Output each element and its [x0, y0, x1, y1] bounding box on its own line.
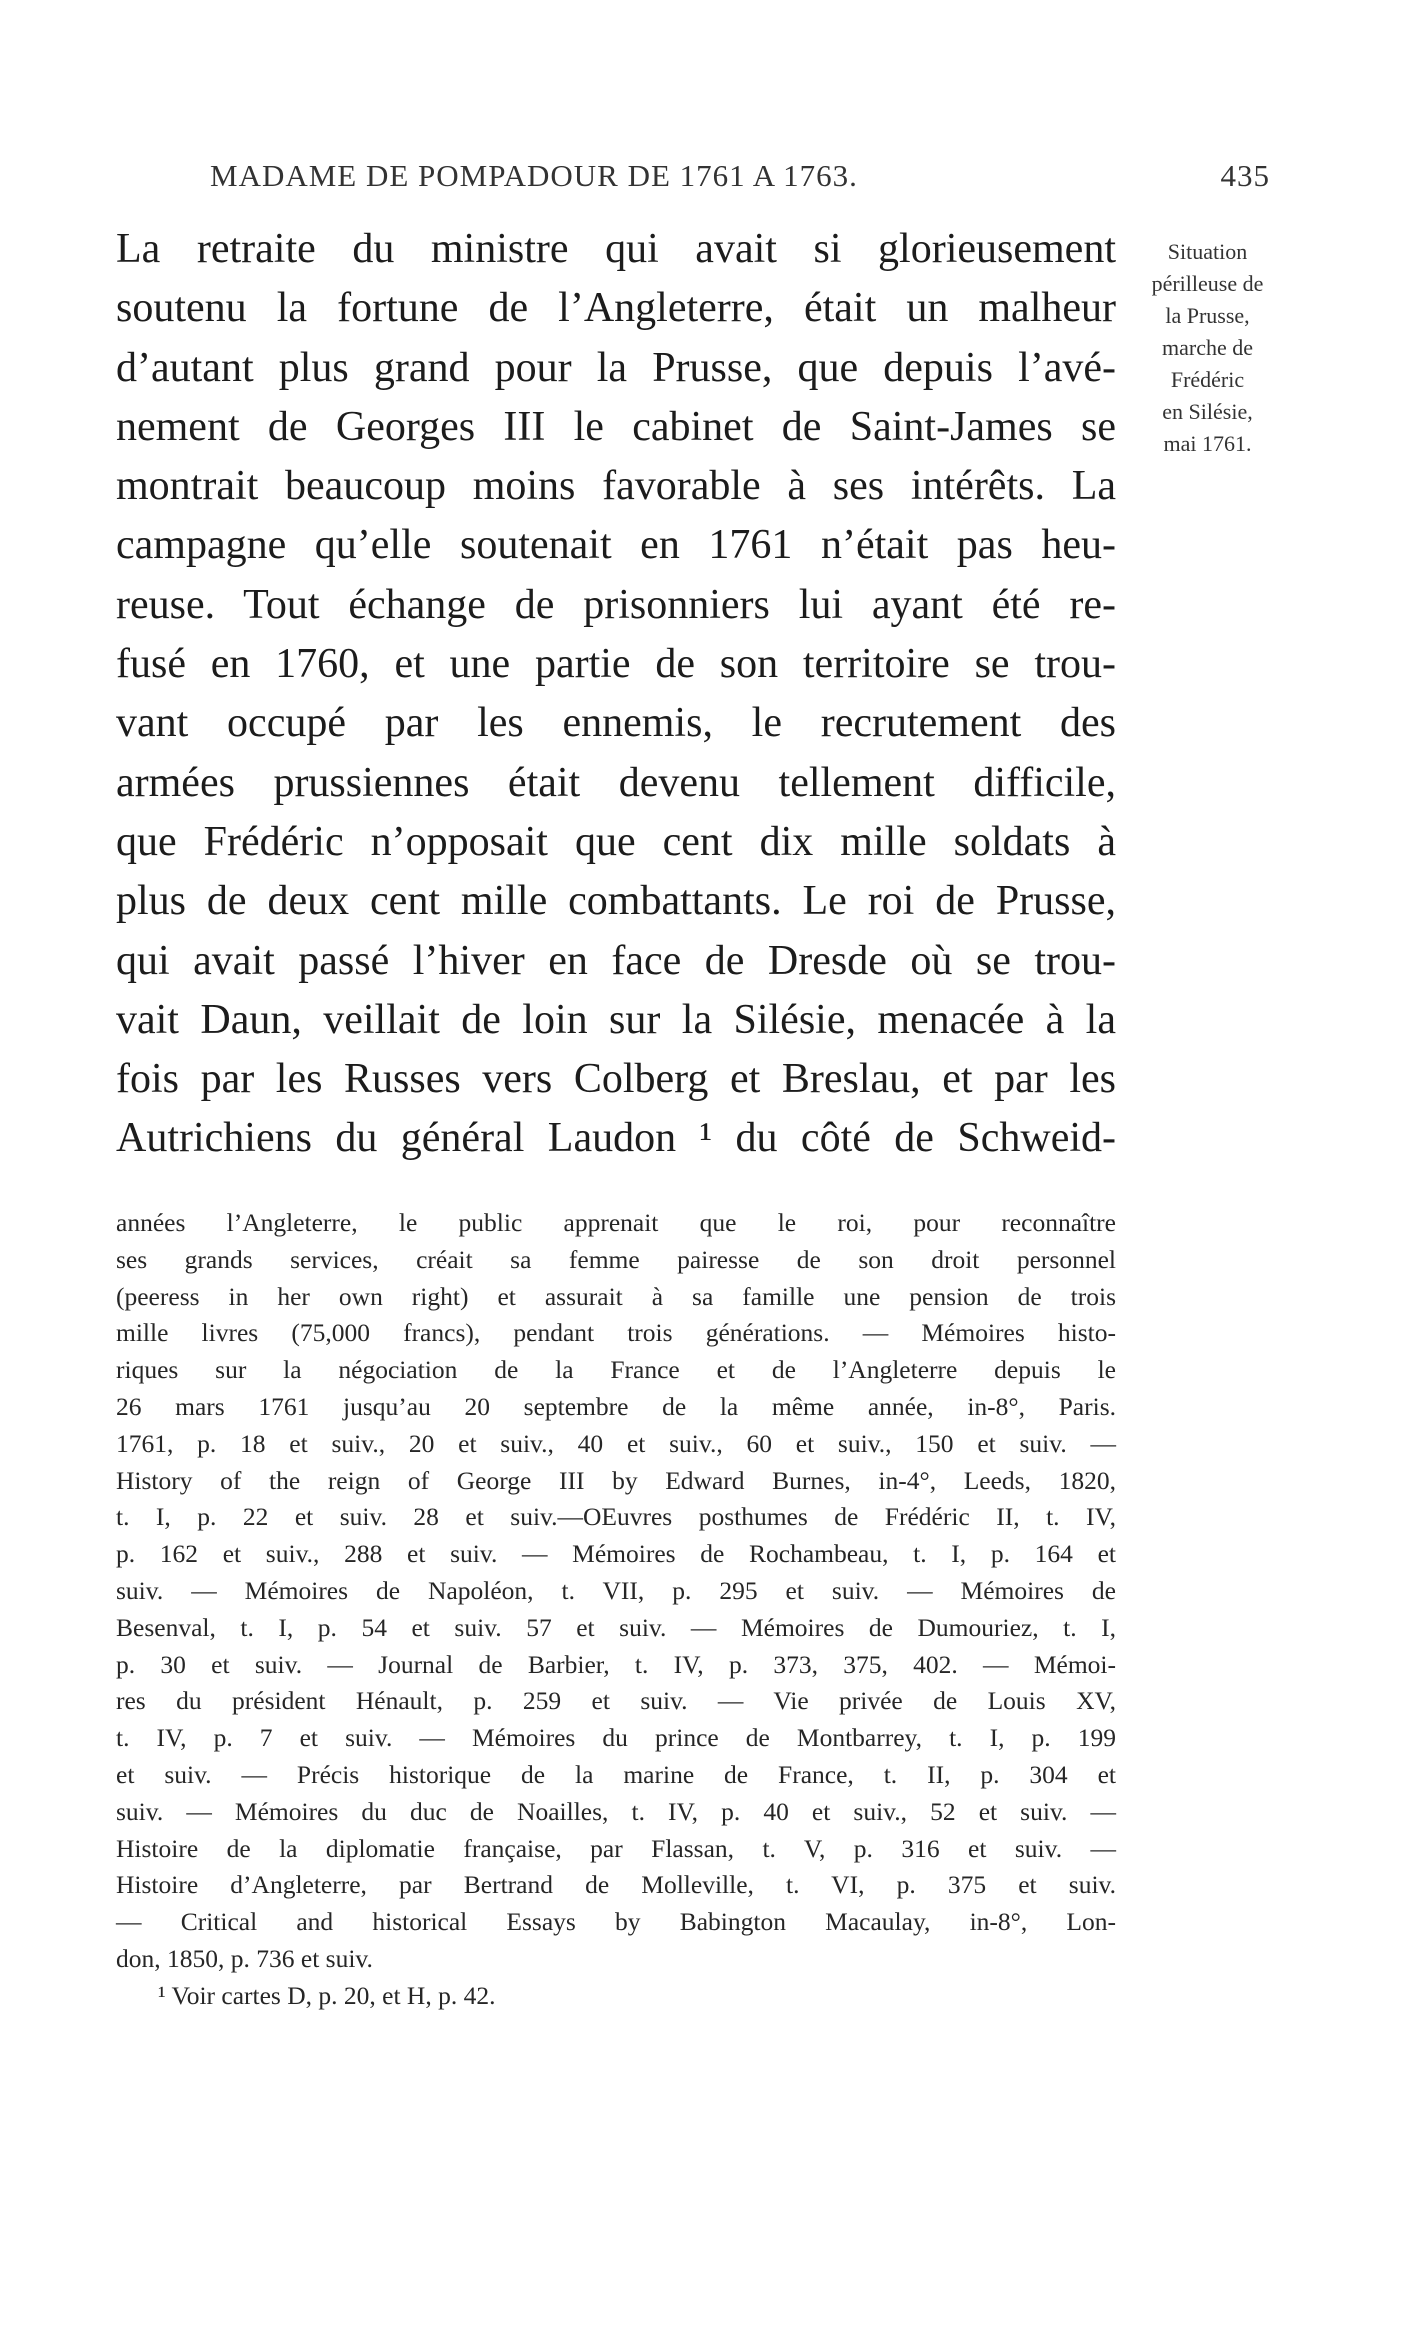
margin-note-line: marche de — [1162, 335, 1253, 360]
footnotes-block — [116, 1205, 1116, 2015]
footnote-line: don, 1850, p. 736 et suiv. — [116, 1943, 373, 1973]
footnote-line: ses grands services, créait sa femme pairesse de son droit personnel — [116, 1244, 1116, 1274]
footnote-line: t. IV, p. 7 et suiv. — Mémoires du prince de Montbarrey, t. I, p. 199 — [116, 1723, 1116, 1753]
running-title: MADAME DE POMPADOUR DE 1761 A 1763. — [210, 158, 858, 193]
main-text-line: armées prussiennes était devenu tellement difficile, — [116, 759, 1116, 806]
main-text-line: nement de Georges III le cabinet de Saint-James se — [116, 403, 1116, 450]
margin-note-line: Situation — [1167, 239, 1248, 264]
main-text-line: Autrichiens du général Laudon ¹ du côté de Schweid- — [116, 1115, 1116, 1162]
main-text-line: soutenu la fortune de l’Angleterre, était un malheur — [116, 285, 1116, 332]
main-text-line: vant occupé par les ennemis, le recrutement des — [116, 700, 1116, 747]
main-text-line: fois par les Russes vers Colberg et Breslau, et par les — [116, 1056, 1116, 1103]
main-text-block — [116, 220, 1116, 1169]
page-number: 435 — [1220, 158, 1270, 193]
margin-note-line: mai 1761. — [1163, 431, 1252, 456]
main-text-line: vait Daun, veillait de loin sur la Silésie, menacée à la — [116, 996, 1116, 1043]
footnote-line: History of the reign of George III by Edward Burnes, in-4°, Leeds, 1820, — [116, 1465, 1116, 1495]
main-text-line: d’autant plus grand pour la Prusse, que depuis l’avé- — [116, 344, 1116, 391]
main-text-line: que Frédéric n’opposait que cent dix mille soldats à — [116, 818, 1116, 865]
footnote-line: Histoire d’Angleterre, par Bertrand de Molleville, t. VI, p. 375 et suiv. — [116, 1870, 1116, 1900]
footnote-line: (peeress in her own right) et assurait à sa famille une pension de trois — [116, 1281, 1116, 1311]
main-text-line: montrait beaucoup moins favorable à ses intérêts. La — [116, 463, 1116, 510]
margin-note-line: la Prusse, — [1165, 303, 1250, 328]
footnote-line: Histoire de la diplomatie française, par Flassan, t. V, p. 316 et suiv. — — [116, 1833, 1116, 1863]
margin-note-line: Frédéric — [1170, 367, 1245, 392]
footnote-map-reference: ¹ Voir cartes D, p. 20, et H, p. 42. — [158, 1980, 496, 2010]
footnote-line: années l’Angleterre, le public apprenait que le roi, pour reconnaître — [116, 1208, 1116, 1237]
margin-note-line: périlleuse de — [1151, 271, 1264, 296]
main-text-line: plus de deux cent mille combattants. Le roi de Prusse, — [116, 878, 1116, 925]
footnote-line: t. I, p. 22 et suiv. 28 et suiv.—OEuvres posthumes de Frédéric II, t. IV, — [116, 1502, 1116, 1532]
margin-note-line: en Silésie, — [1162, 399, 1253, 424]
footnote-line: — Critical and historical Essays by Babington Macaulay, in-8°, Lon- — [116, 1907, 1116, 1937]
footnote-line: mille livres (75,000 francs), pendant trois générations. — Mémoires histo- — [116, 1318, 1116, 1348]
main-text-line: qui avait passé l’hiver en face de Dresde où se trou- — [116, 937, 1116, 984]
main-text-line: campagne qu’elle soutenait en 1761 n’était pas heu- — [116, 522, 1116, 569]
main-text-line: La retraite du ministre qui avait si glorieusement — [116, 226, 1116, 272]
footnote-line: suiv. — Mémoires du duc de Noailles, t. IV, p. 40 et suiv., 52 et suiv. — — [116, 1796, 1116, 1826]
footnote-line: riques sur la négociation de la France et de l’Angleterre depuis le — [116, 1355, 1116, 1385]
footnote-line: suiv. — Mémoires de Napoléon, t. VII, p. 295 et suiv. — Mémoires de — [116, 1575, 1116, 1605]
main-text-line: reuse. Tout échange de prisonniers lui ayant été re- — [116, 581, 1116, 628]
footnote-line: res du président Hénault, p. 259 et suiv. — Vie privée de Louis XV, — [116, 1686, 1116, 1716]
footnote-line: et suiv. — Précis historique de la marine de France, t. II, p. 304 et — [116, 1759, 1116, 1789]
footnote-line: p. 30 et suiv. — Journal de Barbier, t. IV, p. 373, 375, 402. — Mémoi- — [116, 1649, 1116, 1679]
footnote-line: 1761, p. 18 et suiv., 20 et suiv., 40 et suiv., 60 et suiv., 150 et suiv. — — [116, 1428, 1116, 1458]
footnote-line: 26 mars 1761 jusqu’au 20 septembre de la même année, in-8°, Paris. — [116, 1391, 1116, 1421]
main-text-line: fusé en 1760, et une partie de son territoire se trou- — [116, 641, 1116, 688]
footnote-line: p. 162 et suiv., 288 et suiv. — Mémoires de Rochambeau, t. I, p. 164 et — [116, 1539, 1116, 1569]
margin-note — [1120, 236, 1295, 460]
footnote-line: Besenval, t. I, p. 54 et suiv. 57 et suiv. — Mémoires de Dumouriez, t. I, — [116, 1612, 1116, 1642]
